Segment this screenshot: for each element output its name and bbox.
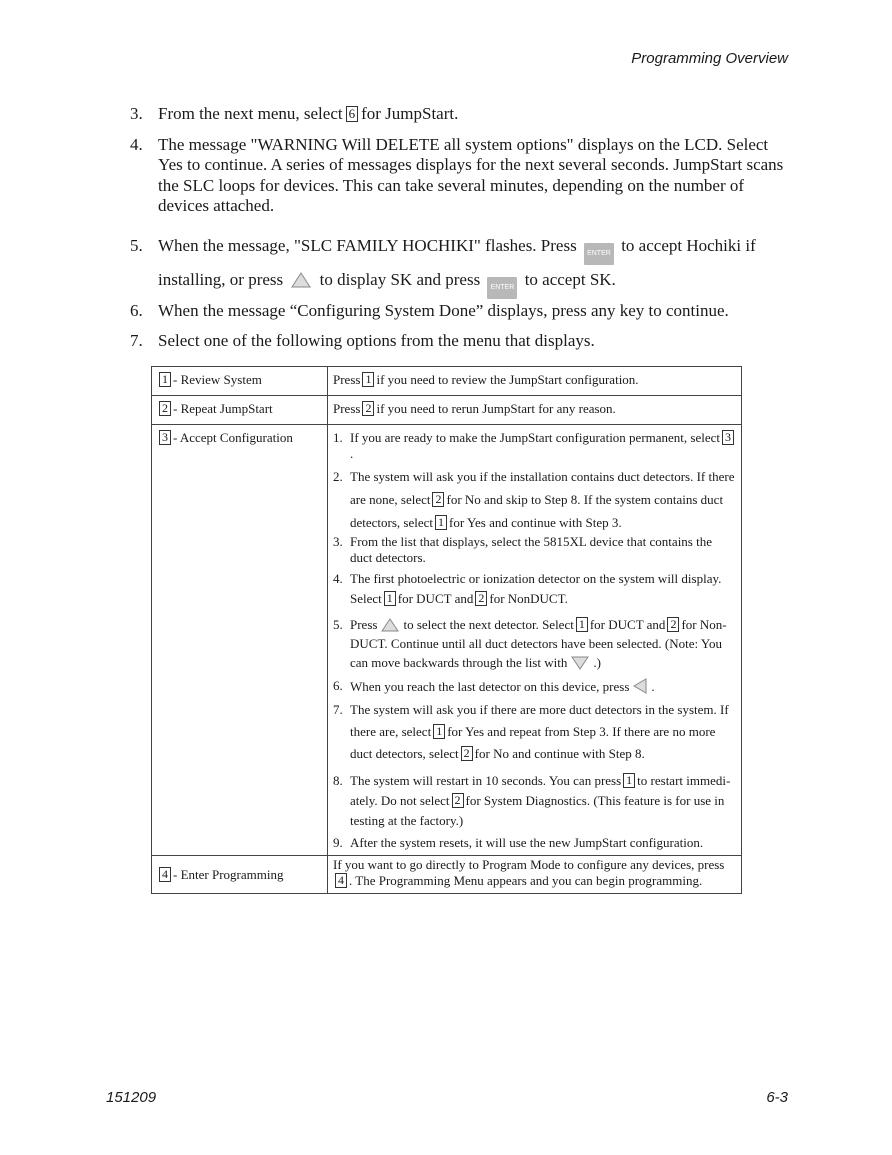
option-cell: 4 - Enter Programming xyxy=(152,856,328,894)
key-1-icon: 1 xyxy=(433,724,445,739)
description-cell: Press 2 if you need to rerun JumpStart for any reason. xyxy=(328,396,742,425)
substep-7: 7. The system will ask you if there are more duct detectors in the system. If there are, select 1 for Yes and repeat from Step 3. If there are no more duct detectors, select 2 for No and continue with Step 8. xyxy=(333,702,729,761)
key-2-icon: 2 xyxy=(159,401,171,416)
enter-key-icon: ENTER xyxy=(487,277,517,299)
description-cell: Press 1 if you need to review the JumpStart configuration. xyxy=(328,367,742,396)
table-row xyxy=(152,367,742,396)
up-arrow-icon xyxy=(381,618,399,632)
document-number: 151209 xyxy=(106,1089,157,1106)
substep-6: 6. When you reach the last detector on this device, press . xyxy=(333,678,655,694)
enter-key-icon: ENTER xyxy=(584,243,614,265)
key-1-icon: 1 xyxy=(623,773,635,788)
key-2-icon: 2 xyxy=(432,492,444,507)
key-2-icon: 2 xyxy=(667,617,679,632)
key-4-icon: 4 xyxy=(335,873,347,888)
option-cell: 2 - Repeat JumpStart xyxy=(152,396,328,425)
option-cell: 3 - Accept Configuration xyxy=(152,425,328,856)
step-5: 5. When the message, "SLC FAMILY HOCHIKI" flashes. Press ENTER to accept Hochiki if installing, or press to display SK and press ENTER to accept SK. xyxy=(130,231,790,299)
key-6-icon: 6 xyxy=(346,106,359,122)
step-number: 3. xyxy=(130,104,143,123)
option-cell: 1 - Review System xyxy=(152,367,328,396)
key-3-icon: 3 xyxy=(159,430,171,445)
substep-5: 5. Press to select the next detector. Select 1 for DUCT and 2 for Non-DUCT. Continue until all duct detectors have been selected. (Note: You can move backwards through the list with .) xyxy=(333,617,727,670)
table-row xyxy=(152,856,742,894)
step-number: 4. xyxy=(130,134,143,154)
step-number: 7. xyxy=(130,331,143,350)
key-1-icon: 1 xyxy=(576,617,588,632)
down-arrow-icon xyxy=(571,656,589,670)
substep-4: 4. The first photoelectric or ionization detector on the system will display. Select 1 for DUCT and 2 for NonDUCT. xyxy=(333,571,722,606)
description-cell: If you want to go directly to Program Mode to configure any devices, press4 . The Programming Menu appears and you can begin programming. xyxy=(328,856,742,894)
key-2-icon: 2 xyxy=(475,591,487,606)
table-row xyxy=(152,425,742,856)
key-1-icon: 1 xyxy=(159,372,171,387)
substep-3: 3. From the list that displays, select the 5815XL device that contains the duct detectors. xyxy=(333,534,712,565)
description-cell xyxy=(328,425,742,856)
up-arrow-icon xyxy=(291,272,311,288)
step-7: 7. Select one of the following options from the menu that displays. xyxy=(130,331,595,350)
substep-1: 1. If you are ready to make the JumpStart configuration permanent, select 3. xyxy=(333,430,737,462)
key-3-icon: 3 xyxy=(722,430,734,445)
key-1-icon: 1 xyxy=(435,515,447,530)
page-number: 6-3 xyxy=(766,1089,788,1106)
left-arrow-icon xyxy=(633,678,647,694)
substep-9: 9. After the system resets, it will use the new JumpStart configuration. xyxy=(333,835,704,850)
step-6: 6. When the message “Configuring System Done” displays, press any key to continue. xyxy=(130,300,729,320)
substep-2: 2. The system will ask you if the installation contains duct detectors. If there are none, select 2 for No and skip to Step 8. If the system contains duct detectors, select 1 for Yes and continue with Step 3. xyxy=(333,469,735,530)
step-4: 4. The message "WARNING Will DELETE all system options" displays on the LCD. Select Yes to continue. A series of messages displays for the next several seconds. JumpStart scans the SLC loops for devices. This can take several minutes, depending on the number of devices attached. xyxy=(130,134,784,215)
page-header: Programming Overview xyxy=(631,50,788,67)
step-number: 6. xyxy=(130,300,143,320)
key-2-icon: 2 xyxy=(452,793,464,808)
step-3: 3. From the next menu, select 6 for JumpStart. xyxy=(130,104,459,123)
table-row xyxy=(152,396,742,425)
substep-8: 8. The system will restart in 10 seconds. You can press 1 to restart immedi-ately. Do not select 2 for System Diagnostics. (This feature is for use in testing at the factory.) xyxy=(333,773,731,828)
key-2-icon: 2 xyxy=(461,746,473,761)
key-4-icon: 4 xyxy=(159,867,171,882)
step-number: 5. xyxy=(130,235,143,255)
key-2-icon: 2 xyxy=(362,401,374,416)
key-1-icon: 1 xyxy=(384,591,396,606)
key-1-icon: 1 xyxy=(362,372,374,387)
jumpstart-options-table xyxy=(151,366,742,894)
procedure-steps xyxy=(130,104,790,352)
